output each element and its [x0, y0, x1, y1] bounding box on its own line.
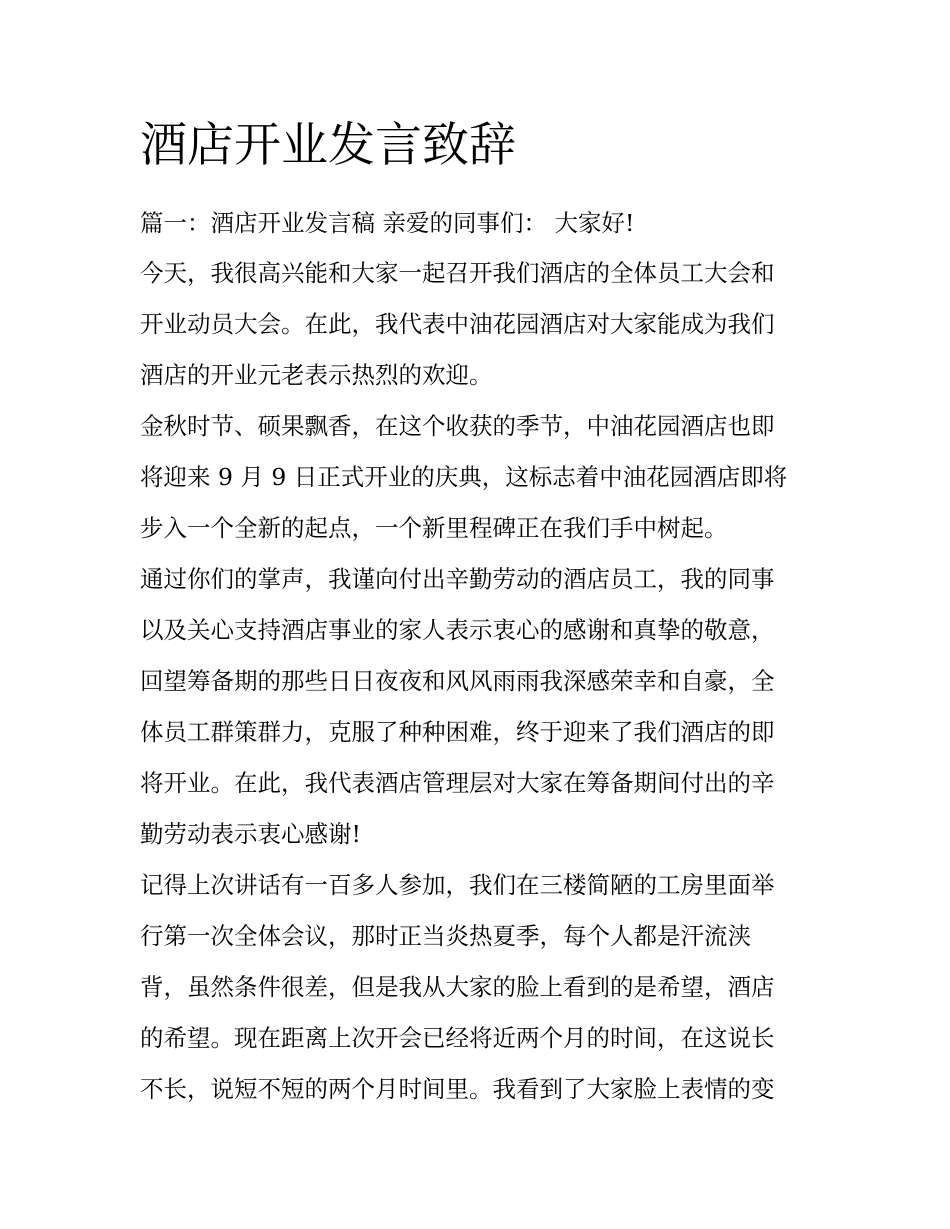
paragraph-line: 将开业。在此，我代表酒店管理层对大家在筹备期间付出的辛 — [140, 769, 775, 797]
paragraph-line: 通过你们的掌声，我谨向付出辛勤劳动的酒店员工，我的同事 — [140, 565, 775, 593]
paragraph-line: 勤劳动表示衷心感谢! — [140, 820, 361, 848]
paragraph-line: 篇一：酒店开业发言稿 亲爱的同事们： 大家好! — [140, 209, 635, 237]
paragraph-line: 以及关心支持酒店事业的家人表示衷心的感谢和真挚的敬意， — [140, 616, 775, 644]
document-title: 酒店开业发言致辞 — [140, 118, 516, 173]
paragraph-line: 今天，我很高兴能和大家一起召开我们酒店的全体员工大会和 — [140, 259, 775, 287]
paragraph-line: 酒店的开业元老表示热烈的欢迎。 — [140, 361, 493, 389]
paragraph-line: 的希望。现在距离上次开会已经将近两个月的时间，在这说长 — [140, 1024, 775, 1052]
paragraph-line: 将迎来 9 月 9 日正式开业的庆典，这标志着中油花园酒店即将 — [140, 463, 788, 491]
paragraph-line: 不长，说短不短的两个月时间里。我看到了大家脸上表情的变 — [140, 1075, 775, 1103]
paragraph-line: 记得上次讲话有一百多人参加，我们在三楼简陋的工房里面举 — [140, 871, 775, 899]
paragraph-line: 金秋时节、硕果飘香，在这个收获的季节，中油花园酒店也即 — [140, 412, 775, 440]
paragraph-line: 步入一个全新的起点，一个新里程碑正在我们手中树起。 — [140, 514, 728, 542]
paragraph-line: 开业动员大会。在此，我代表中油花园酒店对大家能成为我们 — [140, 310, 775, 338]
paragraph-line: 回望筹备期的那些日日夜夜和风风雨雨我深感荣幸和自豪，全 — [140, 667, 775, 695]
paragraph-line: 行第一次全体会议，那时正当炎热夏季，每个人都是汗流浃 — [140, 922, 751, 950]
paragraph-line: 背，虽然条件很差，但是我从大家的脸上看到的是希望，酒店 — [140, 973, 775, 1001]
paragraph-line: 体员工群策群力，克服了种种困难，终于迎来了我们酒店的即 — [140, 718, 775, 746]
